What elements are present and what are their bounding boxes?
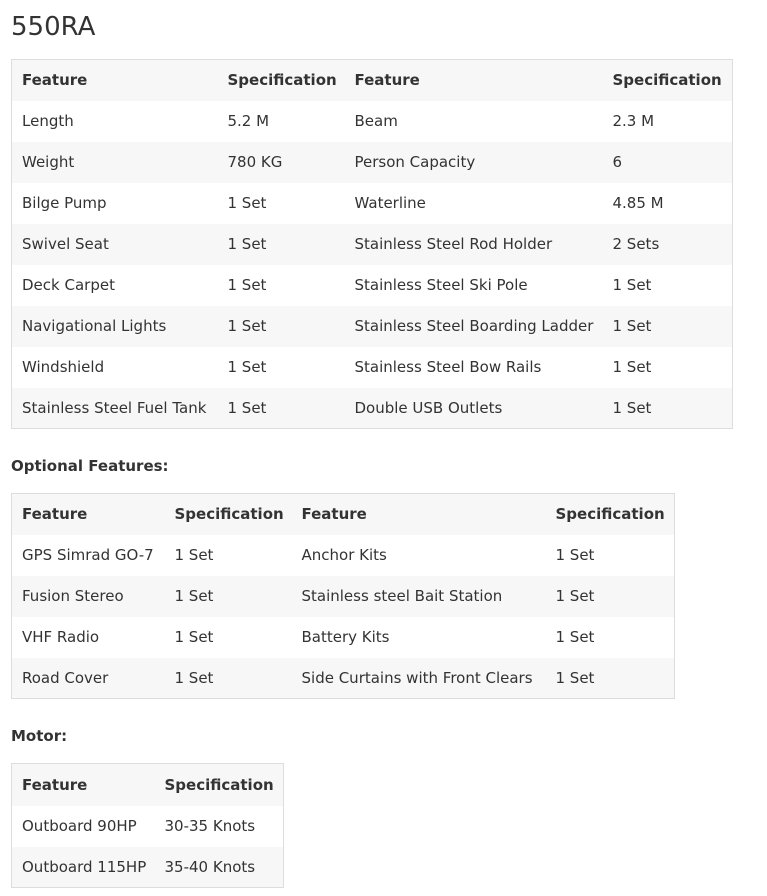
column-header: Specification: [218, 60, 345, 101]
feature-cell: VHF Radio: [12, 617, 165, 658]
feature-cell: Swivel Seat: [12, 224, 218, 265]
table-row: [12, 183, 733, 224]
column-header: Feature: [345, 60, 603, 101]
column-header: Specification: [155, 764, 284, 806]
optional-features-heading: Optional Features:: [11, 457, 169, 475]
feature-cell: Fusion Stereo: [12, 576, 165, 617]
column-header: Feature: [292, 494, 546, 535]
column-header: Feature: [12, 494, 165, 535]
feature-cell: Outboard 115HP: [12, 847, 155, 888]
feature-cell: GPS Simrad GO-7: [12, 535, 165, 576]
feature-cell: Stainless Steel Bow Rails: [345, 347, 603, 388]
spec-cell: 1 Set: [603, 265, 733, 306]
spec-cell: 1 Set: [546, 658, 675, 699]
spec-cell: 1 Set: [218, 224, 345, 265]
spec-cell: 5.2 M: [218, 101, 345, 142]
table-row: [12, 617, 675, 658]
feature-cell: Stainless Steel Boarding Ladder: [345, 306, 603, 347]
column-header: Feature: [12, 764, 155, 806]
spec-cell: 1 Set: [165, 617, 292, 658]
column-header: Specification: [165, 494, 292, 535]
spec-cell: 6: [603, 142, 733, 183]
optional-features-table: [11, 493, 675, 699]
column-header: Specification: [603, 60, 733, 101]
feature-cell: Navigational Lights: [12, 306, 218, 347]
table-row: [12, 224, 733, 265]
feature-cell: Double USB Outlets: [345, 388, 603, 429]
table-row: [12, 535, 675, 576]
motor-table: [11, 763, 284, 888]
spec-cell: 1 Set: [218, 265, 345, 306]
motor-heading: Motor:: [11, 727, 68, 745]
spec-cell: 1 Set: [546, 535, 675, 576]
table-header-row: [12, 60, 733, 101]
feature-cell: Stainless Steel Rod Holder: [345, 224, 603, 265]
spec-cell: 1 Set: [603, 306, 733, 347]
spec-cell: 1 Set: [218, 388, 345, 429]
spec-cell: 1 Set: [165, 535, 292, 576]
feature-cell: Stainless Steel Ski Pole: [345, 265, 603, 306]
feature-cell: Stainless steel Bait Station: [292, 576, 546, 617]
spec-cell: 35-40 Knots: [155, 847, 284, 888]
table-row: [12, 658, 675, 699]
table-row: [12, 265, 733, 306]
table-row: [12, 101, 733, 142]
table-row: [12, 576, 675, 617]
spec-cell: 30-35 Knots: [155, 806, 284, 847]
feature-cell: Windshield: [12, 347, 218, 388]
feature-cell: Outboard 90HP: [12, 806, 155, 847]
table-header-row: [12, 494, 675, 535]
spec-cell: 1 Set: [546, 576, 675, 617]
spec-cell: 780 KG: [218, 142, 345, 183]
spec-cell: 1 Set: [218, 306, 345, 347]
spec-cell: 1 Set: [218, 183, 345, 224]
table-row: [12, 806, 284, 847]
spec-cell: 1 Set: [603, 347, 733, 388]
feature-cell: Beam: [345, 101, 603, 142]
column-header: Specification: [546, 494, 675, 535]
table-row: [12, 388, 733, 429]
spec-cell: 2.3 M: [603, 101, 733, 142]
feature-cell: Anchor Kits: [292, 535, 546, 576]
spec-cell: 4.85 M: [603, 183, 733, 224]
feature-cell: Person Capacity: [345, 142, 603, 183]
feature-cell: Bilge Pump: [12, 183, 218, 224]
feature-cell: Road Cover: [12, 658, 165, 699]
feature-cell: Stainless Steel Fuel Tank: [12, 388, 218, 429]
table-row: [12, 306, 733, 347]
table-row: [12, 847, 284, 888]
feature-cell: Waterline: [345, 183, 603, 224]
feature-cell: Weight: [12, 142, 218, 183]
main-spec-table: [11, 59, 733, 429]
feature-cell: Length: [12, 101, 218, 142]
column-header: Feature: [12, 60, 218, 101]
table-row: [12, 347, 733, 388]
spec-cell: 1 Set: [218, 347, 345, 388]
feature-cell: Side Curtains with Front Clears: [292, 658, 546, 699]
feature-cell: Deck Carpet: [12, 265, 218, 306]
spec-cell: 1 Set: [546, 617, 675, 658]
feature-cell: Battery Kits: [292, 617, 546, 658]
page-title: 550RA: [11, 12, 96, 42]
table-header-row: [12, 764, 284, 806]
spec-cell: 2 Sets: [603, 224, 733, 265]
spec-cell: 1 Set: [165, 576, 292, 617]
table-row: [12, 142, 733, 183]
spec-cell: 1 Set: [165, 658, 292, 699]
spec-cell: 1 Set: [603, 388, 733, 429]
